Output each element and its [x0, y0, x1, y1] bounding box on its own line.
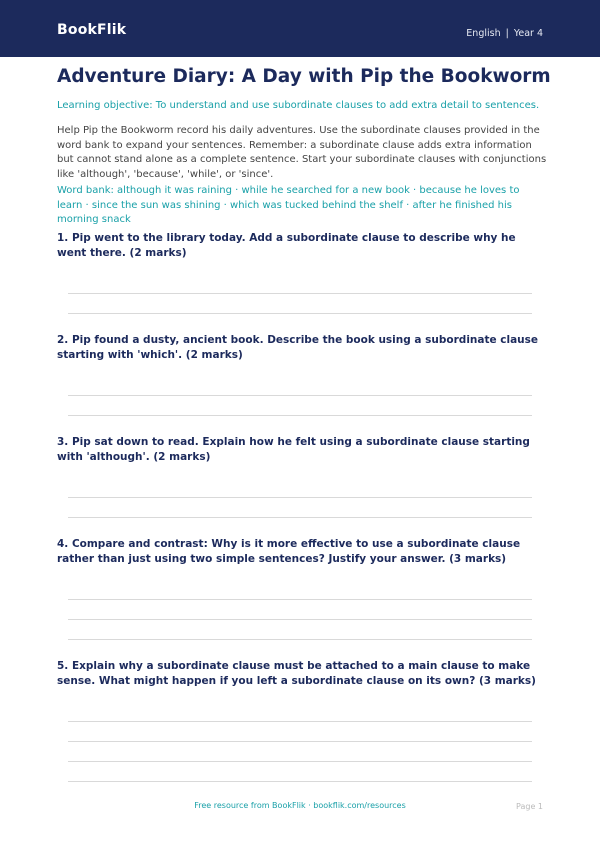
- answer-line[interactable]: [68, 761, 532, 762]
- answer-line[interactable]: [68, 313, 532, 314]
- answer-line[interactable]: [68, 741, 532, 742]
- question-3: 3. Pip sat down to read. Explain how he felt using a subordinate clause starting with 'although'. (2 marks): [57, 436, 530, 463]
- answer-line[interactable]: [68, 721, 532, 722]
- brand-logo[interactable]: BookFlik: [57, 22, 127, 38]
- answer-line[interactable]: [68, 781, 532, 782]
- footer-resource-link[interactable]: Free resource from BookFlik · bookflik.com/resources: [194, 801, 406, 810]
- subject-label: English: [466, 28, 501, 39]
- answer-line[interactable]: [68, 619, 532, 620]
- question-4: 4. Compare and contrast: Why is it more effective to use a subordinate clause rather than just using two simple sentences? Justify your answer. (3 marks): [57, 538, 521, 565]
- worksheet-title: Adventure Diary: A Day with Pip the Bookworm: [57, 66, 551, 87]
- answer-line[interactable]: [68, 415, 532, 416]
- header-meta: [466, 28, 543, 39]
- page-header: [0, 0, 600, 57]
- answer-line[interactable]: [68, 293, 532, 294]
- answer-line[interactable]: [68, 395, 532, 396]
- answer-line[interactable]: [68, 497, 532, 498]
- answer-line[interactable]: [68, 639, 532, 640]
- header-separator: |: [505, 28, 509, 39]
- question-2: 2. Pip found a dusty, ancient book. Describe the book using a subordinate clause starting with 'which'. (2 marks): [57, 334, 539, 361]
- level-label: Year 4: [513, 28, 543, 39]
- page-number: Page 1: [516, 802, 543, 811]
- instructions-paragraph: Help Pip the Bookworm record his daily adventures. Use the subordinate clauses provided in the word bank to expand your sentences. Remember: a subordinate clause adds extra information but cannot stand alone as a complete sentence. Start your subordinate clauses with conjunctions like 'although', 'because', 'while', or 'since'.: [57, 125, 547, 180]
- answer-line[interactable]: [68, 517, 532, 518]
- answer-line[interactable]: [68, 599, 532, 600]
- word-bank: Word bank: although it was raining · while he searched for a new book · because he loves to learn · since the sun was shining · which was tucked behind the shelf · after he finished his morning snack: [57, 185, 520, 225]
- learning-objective: Learning objective: To understand and use subordinate clauses to add extra detail to sentences.: [57, 100, 540, 111]
- question-5: 5. Explain why a subordinate clause must be attached to a main clause to make sense. What might happen if you left a subordinate clause on its own? (3 marks): [57, 660, 536, 687]
- question-1: 1. Pip went to the library today. Add a subordinate clause to describe why he went there. (2 marks): [57, 232, 516, 259]
